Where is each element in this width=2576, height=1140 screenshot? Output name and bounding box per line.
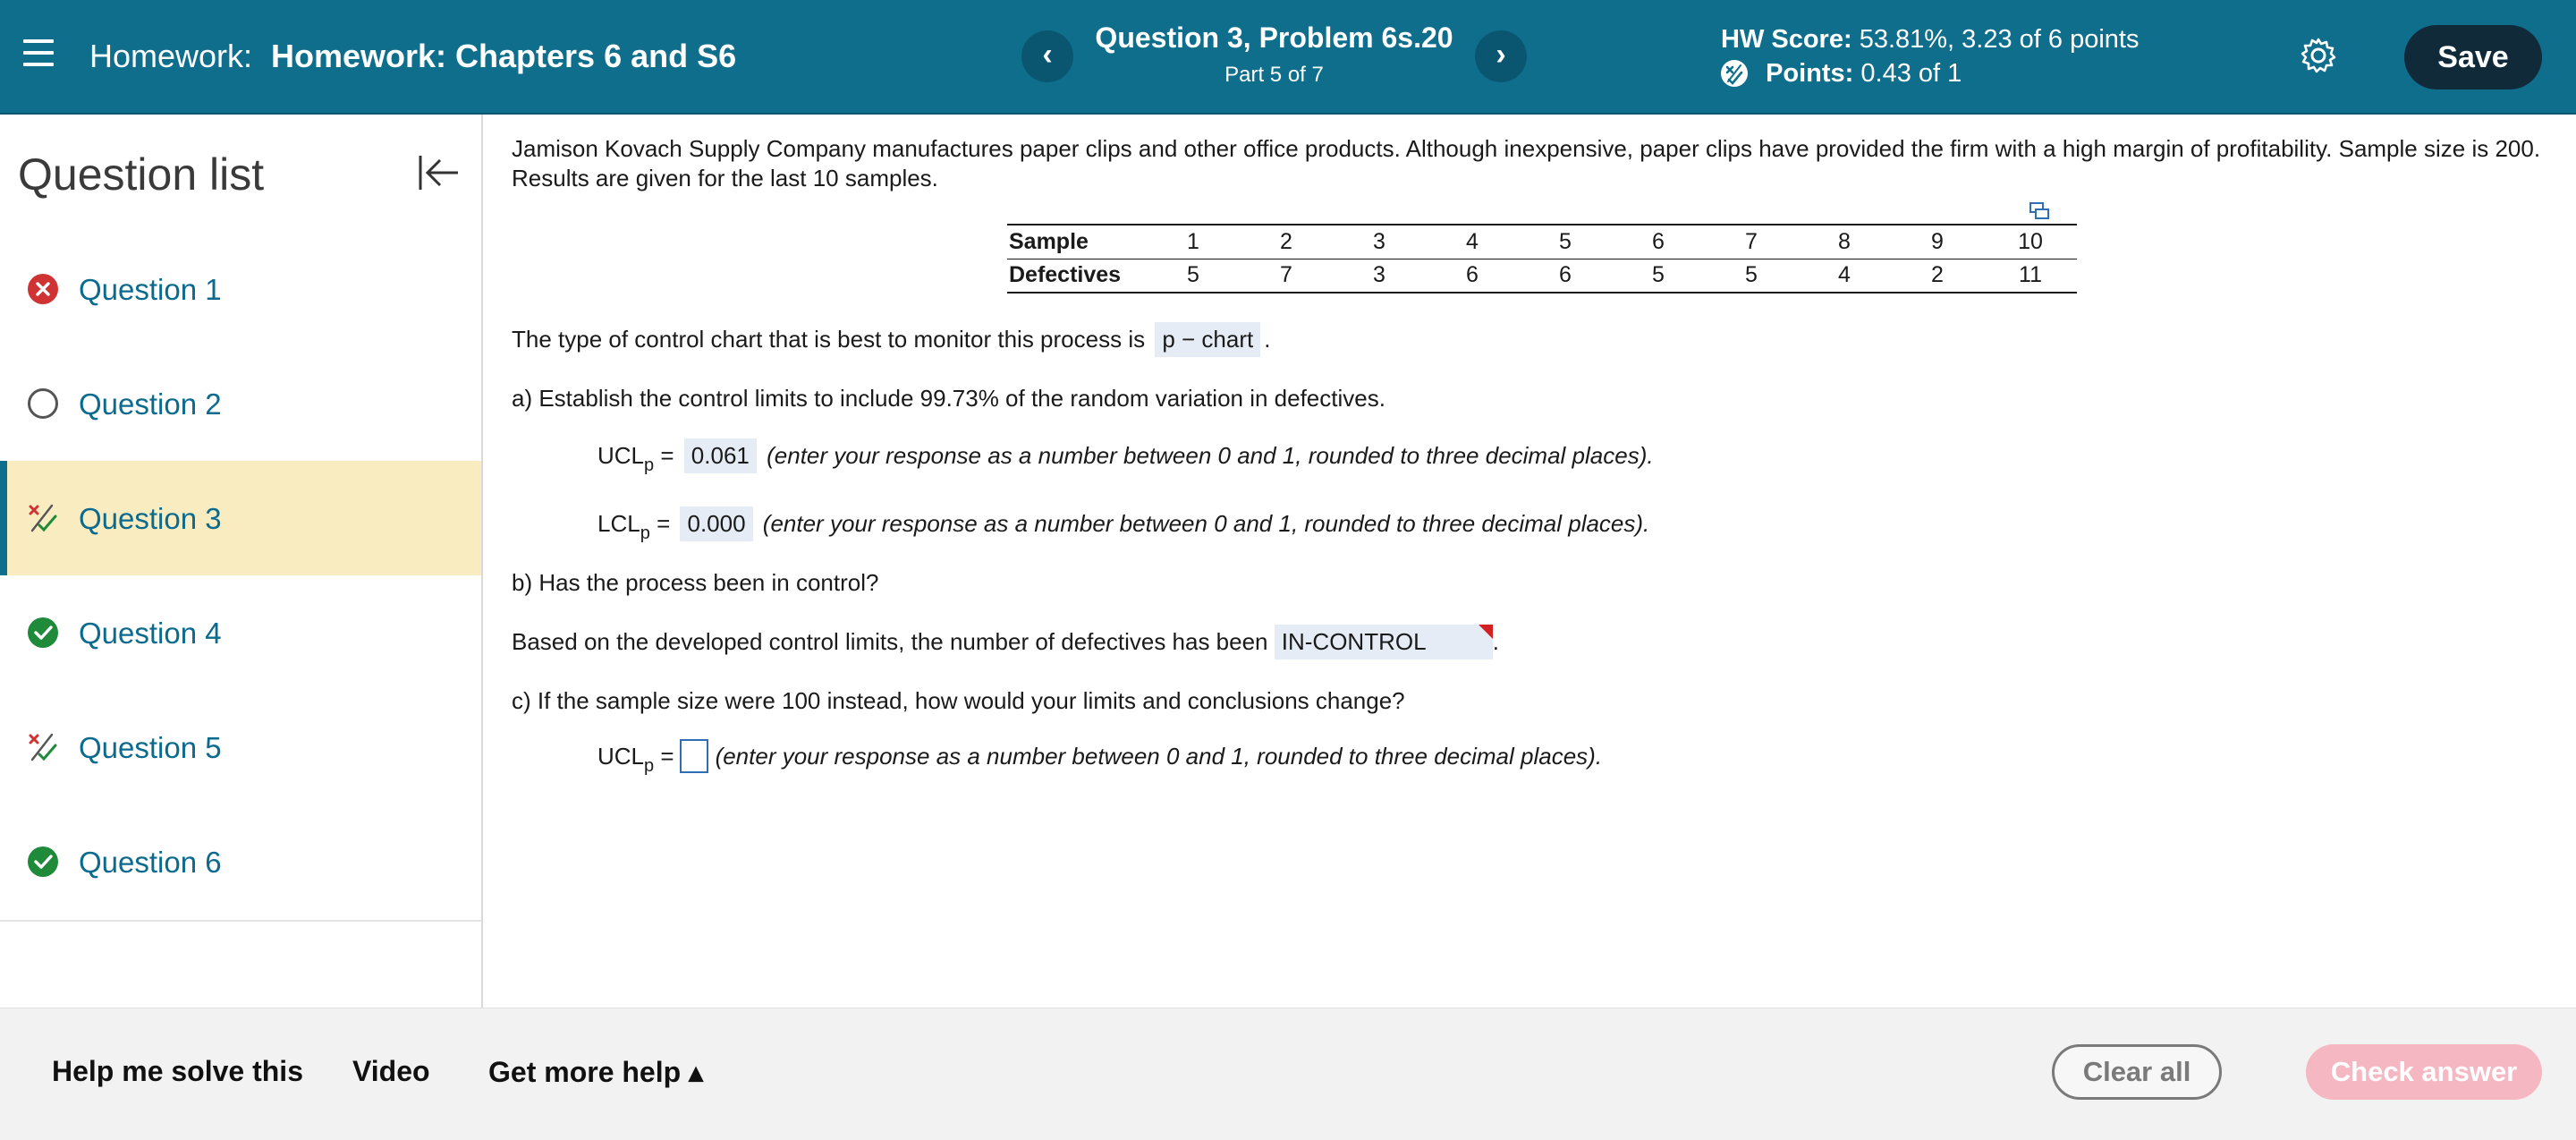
table-cell: 6 (1519, 259, 1612, 293)
question-item-3[interactable] (0, 461, 481, 575)
partial-credit-icon (27, 731, 59, 763)
ucl-label: UCL (597, 442, 645, 469)
table-cell: 5 (1147, 259, 1240, 293)
row-label-defectives: Defectives (1007, 259, 1147, 293)
points (1721, 59, 1962, 89)
ucl-100-input[interactable] (680, 739, 708, 773)
part-a-text: a) Establish the control limits to include 99.73% of the random variation in defectives. (512, 385, 1385, 412)
table-cell: 3 (1333, 259, 1426, 293)
hw-score-label: HW Score: (1721, 25, 1852, 54)
previous-question-button[interactable]: ‹ (1021, 30, 1073, 82)
lcl-line (597, 506, 1649, 541)
table-cell: 3 (1333, 225, 1426, 259)
next-question-button[interactable]: › (1475, 30, 1527, 82)
question-item-4[interactable] (0, 575, 481, 690)
ucl-100-instruction: (enter your response as a number between 0 and 1, rounded to three decimal places). (715, 743, 1603, 770)
table-row-defectives (1007, 259, 2077, 293)
question-item-label: Question 1 (79, 273, 222, 306)
table-cell: 6 (1426, 259, 1519, 293)
question-title: Question 3, Problem 6s.20 (1095, 21, 1453, 54)
question-item-1[interactable] (0, 232, 481, 346)
homework-title: Homework: Chapters 6 and S6 (271, 38, 737, 74)
equals-sign: = (660, 442, 674, 469)
partial-credit-icon (27, 502, 59, 534)
gear-icon[interactable] (2299, 36, 2338, 75)
points-value: 0.43 of 1 (1860, 59, 1962, 88)
period: . (1264, 326, 1271, 353)
ucl-instruction: (enter your response as a number between 0 and 1, rounded to three decimal places). (767, 442, 1654, 469)
lcl-subscript: p (640, 523, 650, 543)
question-item-6[interactable] (0, 804, 481, 919)
menu-icon[interactable] (23, 39, 54, 72)
correct-icon (27, 617, 59, 649)
chart-type-answer[interactable]: p − chart (1155, 322, 1260, 357)
control-status-dropdown[interactable] (1275, 625, 1493, 659)
data-table (1007, 224, 2077, 294)
part-b-prompt: Based on the developed control limits, the number of defectives has been (512, 628, 1268, 655)
chart-type-line (512, 322, 1270, 357)
hw-score (1721, 25, 2140, 55)
get-more-help-button[interactable]: Get more help ▴ (488, 1056, 704, 1088)
unanswered-icon (27, 387, 59, 420)
table-cell: 7 (1240, 259, 1333, 293)
part-b-text: b) Has the process been in control? (512, 569, 879, 596)
ucl-subscript: p (644, 455, 655, 475)
table-cell: 11 (1984, 259, 2077, 293)
question-item-label: Question 6 (79, 846, 222, 879)
video-button[interactable]: Video (352, 1055, 430, 1087)
question-item-label: Question 4 (79, 617, 222, 650)
question-part: Part 5 of 7 (1224, 63, 1324, 87)
ucl-label: UCL (597, 743, 645, 770)
row-label-sample: Sample (1007, 225, 1147, 259)
part-c-text: c) If the sample size were 100 instead, how would your limits and conclusions change? (512, 687, 1405, 714)
table-cell: 2 (1891, 259, 1984, 293)
question-item-2[interactable] (0, 346, 481, 461)
table-cell: 8 (1798, 225, 1891, 259)
hw-score-value: 53.81%, 3.23 of 6 points (1859, 25, 2140, 54)
points-label: Points: (1766, 59, 1854, 88)
table-cell: 4 (1426, 225, 1519, 259)
question-item-label: Question 3 (79, 502, 222, 535)
table-row-sample (1007, 225, 2077, 259)
question-list-title: Question list (18, 149, 265, 200)
table-cell: 9 (1891, 225, 1984, 259)
ucl-100-line (597, 739, 1603, 776)
table-cell: 6 (1612, 225, 1705, 259)
correct-icon (27, 846, 59, 878)
table-cell: 10 (1984, 225, 2077, 259)
collapse-panel-icon[interactable] (417, 152, 462, 193)
copy-table-icon[interactable] (2029, 199, 2049, 217)
help-me-solve-button[interactable]: Help me solve this (52, 1055, 303, 1087)
table-cell: 1 (1147, 225, 1240, 259)
lcl-answer-field[interactable]: 0.000 (680, 506, 752, 541)
save-button[interactable]: Save (2404, 25, 2542, 89)
ucl-answer-field[interactable]: 0.061 (684, 438, 757, 473)
lcl-instruction: (enter your response as a number between 0 and 1, rounded to three decimal places). (762, 510, 1650, 537)
homework-prefix: Homework: (89, 38, 253, 74)
lcl-label: LCL (597, 510, 640, 537)
table-cell: 4 (1798, 259, 1891, 293)
top-bar (0, 0, 2576, 115)
table-cell: 5 (1612, 259, 1705, 293)
equals-sign: = (657, 510, 671, 537)
table-cell: 2 (1240, 225, 1333, 259)
question-list-panel (0, 115, 483, 1008)
equals-sign: = (660, 743, 674, 770)
incorrect-icon (27, 273, 59, 305)
part-b-answer-line (512, 625, 1499, 659)
partial-credit-icon (1721, 60, 1748, 87)
question-item-5[interactable] (0, 690, 481, 804)
question-item-label: Question 2 (79, 387, 222, 421)
ucl-subscript: p (644, 756, 655, 776)
sidebar-divider (0, 920, 481, 922)
table-cell: 7 (1705, 225, 1798, 259)
problem-intro: Jamison Kovach Supply Company manufactures paper clips and other office products. Although inexpensive, paper clips have provided the firm with a high margin of profitability. Sample size is 200. Results are given for the last 10 samples. (512, 135, 2541, 191)
check-answer-button[interactable]: Check answer (2306, 1044, 2542, 1100)
question-item-label: Question 5 (79, 731, 222, 764)
control-status-value: IN-CONTROL (1281, 628, 1427, 655)
incorrect-marker (1479, 625, 1493, 639)
table-cell: 5 (1519, 225, 1612, 259)
problem-content (512, 115, 2560, 1008)
period: . (1492, 628, 1499, 655)
chart-type-text: The type of control chart that is best to monitor this process is (512, 326, 1146, 353)
clear-all-button[interactable]: Clear all (2052, 1044, 2222, 1100)
table-cell: 5 (1705, 259, 1798, 293)
bottom-toolbar (0, 1008, 2576, 1140)
ucl-line (597, 438, 1654, 473)
